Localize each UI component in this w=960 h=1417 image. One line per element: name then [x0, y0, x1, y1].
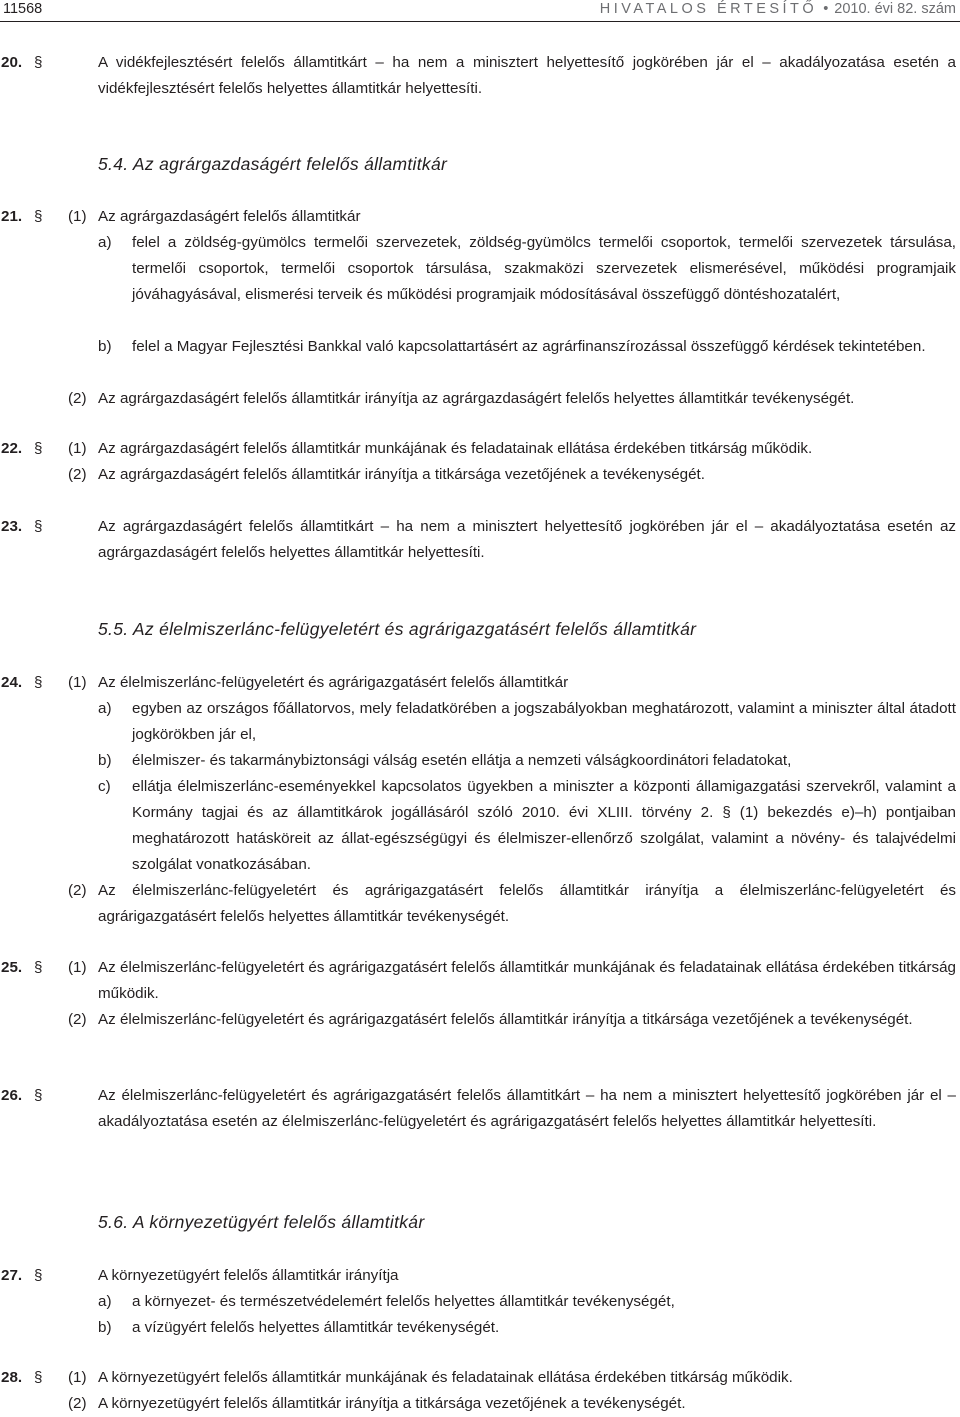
- issue-number: 2010. évi 82. szám: [834, 1, 956, 17]
- subsection-text: Az élelmiszerlánc-felügyeletért és agrárigazgatásért felelős államtitkár irányítja a titkársága vezetőjének a tevékenységét.: [98, 1011, 913, 1028]
- item-text: felel a zöldség-gyümölcs termelői szervezetek, zöldség-gyümölcs termelői csoportok, termelői szervezetek társulása, termelői csoportok, termelői csoportok társulása, szakmaközi szervezetek elismerésével, működési programjaik jóváhagyásával, elismerési terveik és működési programjaik módosításával összefüggő döntéshozatalért,: [132, 234, 956, 303]
- subsection-text: Az agrárgazdaságért felelős államtitkár irányítja az agrárgazdaságért felelős helyettes államtitkár tevékenységét.: [98, 390, 855, 407]
- subsection-text: Az élelmiszerlánc-felügyeletért és agrárigazgatásért felelős államtitkár munkájának és feladatainak ellátása érdekében titkárság működik.: [98, 959, 956, 1002]
- paragraph-sign: §: [34, 959, 43, 976]
- subsection-text: Az élelmiszerlánc-felügyeletért és agrárigazgatásért felelős államtitkár: [98, 674, 569, 691]
- subsection-label: (2): [68, 466, 87, 483]
- item-label: b): [98, 1319, 112, 1336]
- header-rule: [0, 21, 960, 22]
- heading-5-6: 5.6. A környezetügyért felelős államtitkár: [98, 1212, 425, 1232]
- item-text: a vízügyért felelős helyettes államtitkár tevékenységét.: [132, 1319, 500, 1336]
- section-text: A környezetügyért felelős államtitkár irányítja: [98, 1267, 399, 1284]
- item-text: a környezet- és természetvédelemért felelős helyettes államtitkár tevékenységét,: [132, 1293, 675, 1310]
- item-text: ellátja élelmiszerlánc-eseményekkel kapcsolatos ügyekben a miniszter a központi államigazgatási szervekről, valamint a Kormány tagjai és az államtitkárok jogállásáról szóló 2010. évi XLIII. törvény 2. § (1) bekezdés e)–h) pontjaiban meghatározott hatásköreit az állat-egészségügyi és élelmiszer-ellenőrző szolgálat, valamint a növény- és talajvédelmi szolgálat vonatkozásában.: [132, 778, 956, 873]
- item-label: b): [98, 752, 112, 769]
- paragraph-sign: §: [34, 518, 43, 535]
- page-number: 11568: [3, 1, 43, 17]
- subsection-label: (2): [68, 390, 87, 407]
- subsection-text: A környezetügyért felelős államtitkár irányítja a titkársága vezetőjének a tevékenységét.: [98, 1395, 686, 1412]
- section-text: A vidékfejlesztésért felelős államtitkárt – ha nem a minisztert helyettesítő jogkörében jár el – akadályozatása esetén a vidékfejlesztésért felelős helyettes államtitkár helyettesíti.: [98, 54, 956, 97]
- section-number: 21.: [1, 208, 23, 225]
- item-text: élelmiszer- és takarmánybiztonsági válság esetén ellátja a nemzeti válságkoordinátori feladatokat,: [132, 752, 792, 769]
- item-label: a): [98, 700, 112, 717]
- paragraph-sign: §: [34, 1087, 43, 1104]
- subsection-label: (1): [68, 440, 87, 457]
- paragraph-sign: §: [34, 1369, 43, 1386]
- subsection-text: Az agrárgazdaságért felelős államtitkár munkájának és feladatainak ellátása érdekében titkárság működik.: [98, 440, 813, 457]
- subsection-label: (1): [68, 959, 87, 976]
- item-label: b): [98, 338, 112, 355]
- section-number: 23.: [1, 518, 23, 535]
- publication-title: HIVATALOS ÉRTESÍTŐ: [599, 1, 818, 17]
- subsection-text: Az agrárgazdaságért felelős államtitkár: [98, 208, 361, 225]
- section-number: 25.: [1, 959, 23, 976]
- section-text: Az agrárgazdaságért felelős államtitkárt – ha nem a minisztert helyettesítő jogkörében jár el – akadályoztatása esetén az agrárgazdaságért felelős helyettes államtitkár helyettesíti.: [98, 518, 956, 561]
- subsection-text: A környezetügyért felelős államtitkár munkájának és feladatainak ellátása érdekében titkárság működik.: [98, 1369, 793, 1386]
- item-text: felel a Magyar Fejlesztési Bankkal való kapcsolattartásért az agrárfinanszírozással összefüggő kérdések tekintetében.: [132, 338, 926, 355]
- section-number: 20.: [1, 54, 23, 71]
- subsection-label: (2): [68, 1011, 87, 1028]
- paragraph-sign: §: [34, 208, 43, 225]
- heading-5-4: 5.4. Az agrárgazdaságért felelős államtitkár: [98, 154, 448, 174]
- subsection-label: (2): [68, 1395, 87, 1412]
- subsection-label: (1): [68, 1369, 87, 1386]
- subsection-text: Az élelmiszerlánc-felügyeletért és agrárigazgatásért felelős államtitkár irányítja a élelmiszerlánc-felügyeletért és agrárigazgatásért felelős helyettes államtitkár tevékenységét.: [98, 882, 956, 925]
- heading-5-5: 5.5. Az élelmiszerlánc-felügyeletért és agrárigazgatásért felelős államtitkár: [98, 619, 697, 639]
- paragraph-sign: §: [34, 54, 43, 71]
- section-number: 28.: [1, 1369, 23, 1386]
- section-number: 24.: [1, 674, 23, 691]
- subsection-label: (2): [68, 882, 87, 899]
- item-label: a): [98, 1293, 112, 1310]
- publication-info: [600, 1, 956, 17]
- separator-dot: •: [823, 1, 829, 17]
- paragraph-sign: §: [34, 674, 43, 691]
- paragraph-sign: §: [34, 440, 43, 457]
- subsection-label: (1): [68, 208, 87, 225]
- subsection-label: (1): [68, 674, 87, 691]
- section-number: 22.: [1, 440, 23, 457]
- item-label: a): [98, 234, 112, 251]
- section-number: 27.: [1, 1267, 23, 1284]
- page-header: [0, 0, 960, 22]
- item-text: egyben az országos főállatorvos, mely feladatkörében a jogszabályokban meghatározott, valamint a miniszter által átadott jogkörökben jár el,: [132, 700, 956, 743]
- paragraph-sign: §: [34, 1267, 43, 1284]
- section-number: 26.: [1, 1087, 23, 1104]
- subsection-text: Az agrárgazdaságért felelős államtitkár irányítja a titkársága vezetőjének a tevékenységét.: [98, 466, 705, 483]
- section-text: Az élelmiszerlánc-felügyeletért és agrárigazgatásért felelős államtitkárt – ha nem a minisztert helyettesítő jogkörében jár el – akadályoztatása esetén az élelmiszerlánc-felügyeletért és agrárigazgatásért felelős helyettes államtitkár helyettesíti.: [98, 1087, 956, 1130]
- item-label: c): [98, 778, 111, 795]
